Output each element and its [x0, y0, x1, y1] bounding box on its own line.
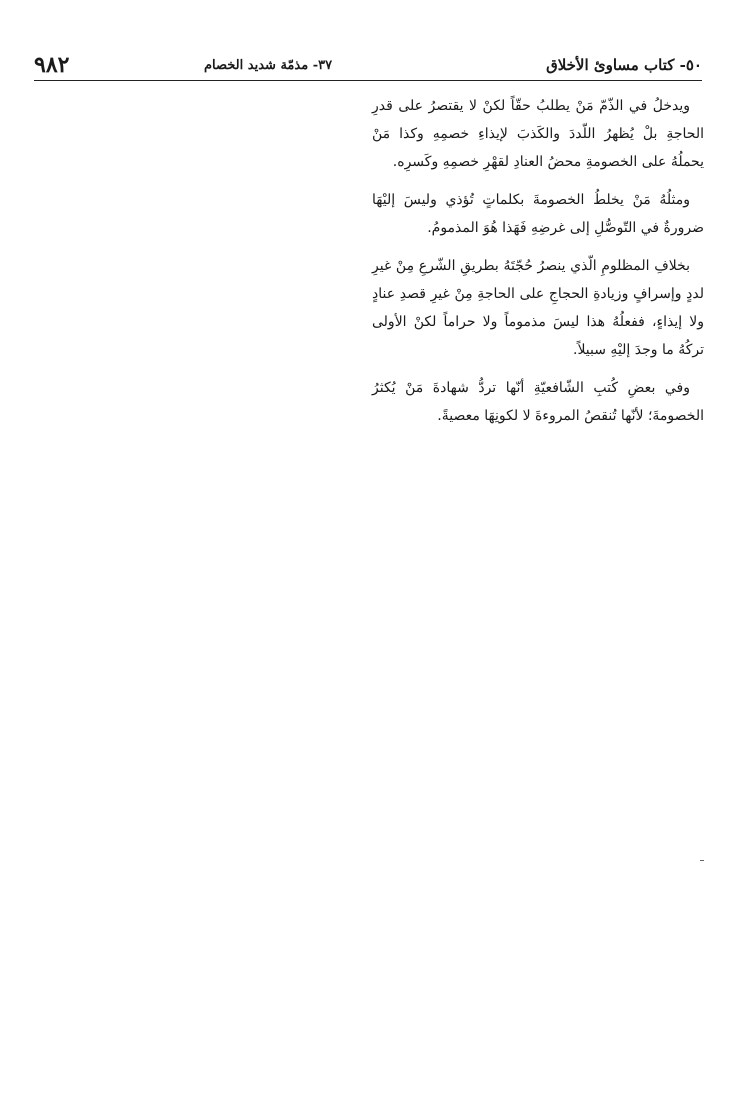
chapter-title: ٥٠- كتاب مساوئ الأخلاق	[546, 56, 702, 74]
body-text	[372, 92, 704, 440]
header-divider	[34, 80, 702, 81]
scan-speck	[700, 860, 704, 861]
running-header	[34, 50, 702, 80]
section-title: ٣٧- مذمّة شديد الخصام	[204, 58, 333, 73]
paragraph: ومثلُهُ مَنْ يخلطُ الخصومةَ بكلماتٍ تُؤذي وليسَ إليْهَا ضرورةٌ في التّوصُّلِ إلى غرضِهِ فَهَذا هُوَ المذمومُ.	[372, 192, 704, 236]
paragraph: بخلافِ المظلومِ الّذي ينصرُ حُجّتَهُ بطريقِ الشّرعِ مِنْ غيرِ لددٍ وإسرافٍ وزيادةِ الحجاجِ على الحاجةِ مِنْ غيرِ قصدِ عنادٍ ولا إيذاءٍ، ففعلُهُ هذا ليسَ مذموماً ولا حراماً لكنْ الأولى تركُهُ ما وجدَ إليْهِ سبيلاً.	[372, 258, 704, 358]
page-number: ٩٨٢	[34, 52, 70, 78]
paragraph: وفي بعضِ كُتبِ الشّافعيّةِ أنّها تردُّ شهادةَ مَنْ يُكثرُ الخصومةَ؛ لأنّها تُنقصُ المروءةَ لا لكونِهَا معصيةً.	[372, 380, 704, 424]
paragraph: ويدخلُ في الذّمّ مَنْ يطلبُ حقّاً لكنْ لا يقتصرُ على قدرِ الحاجةِ بلْ يُظهرُ اللّددَ والكَذبَ لإيذاءِ خصمِهِ وكذا مَنْ يحملُهُ على الخصومةِ محضُ العنادِ لقهْرِ خصمِهِ وكَسرِه.	[372, 98, 704, 170]
